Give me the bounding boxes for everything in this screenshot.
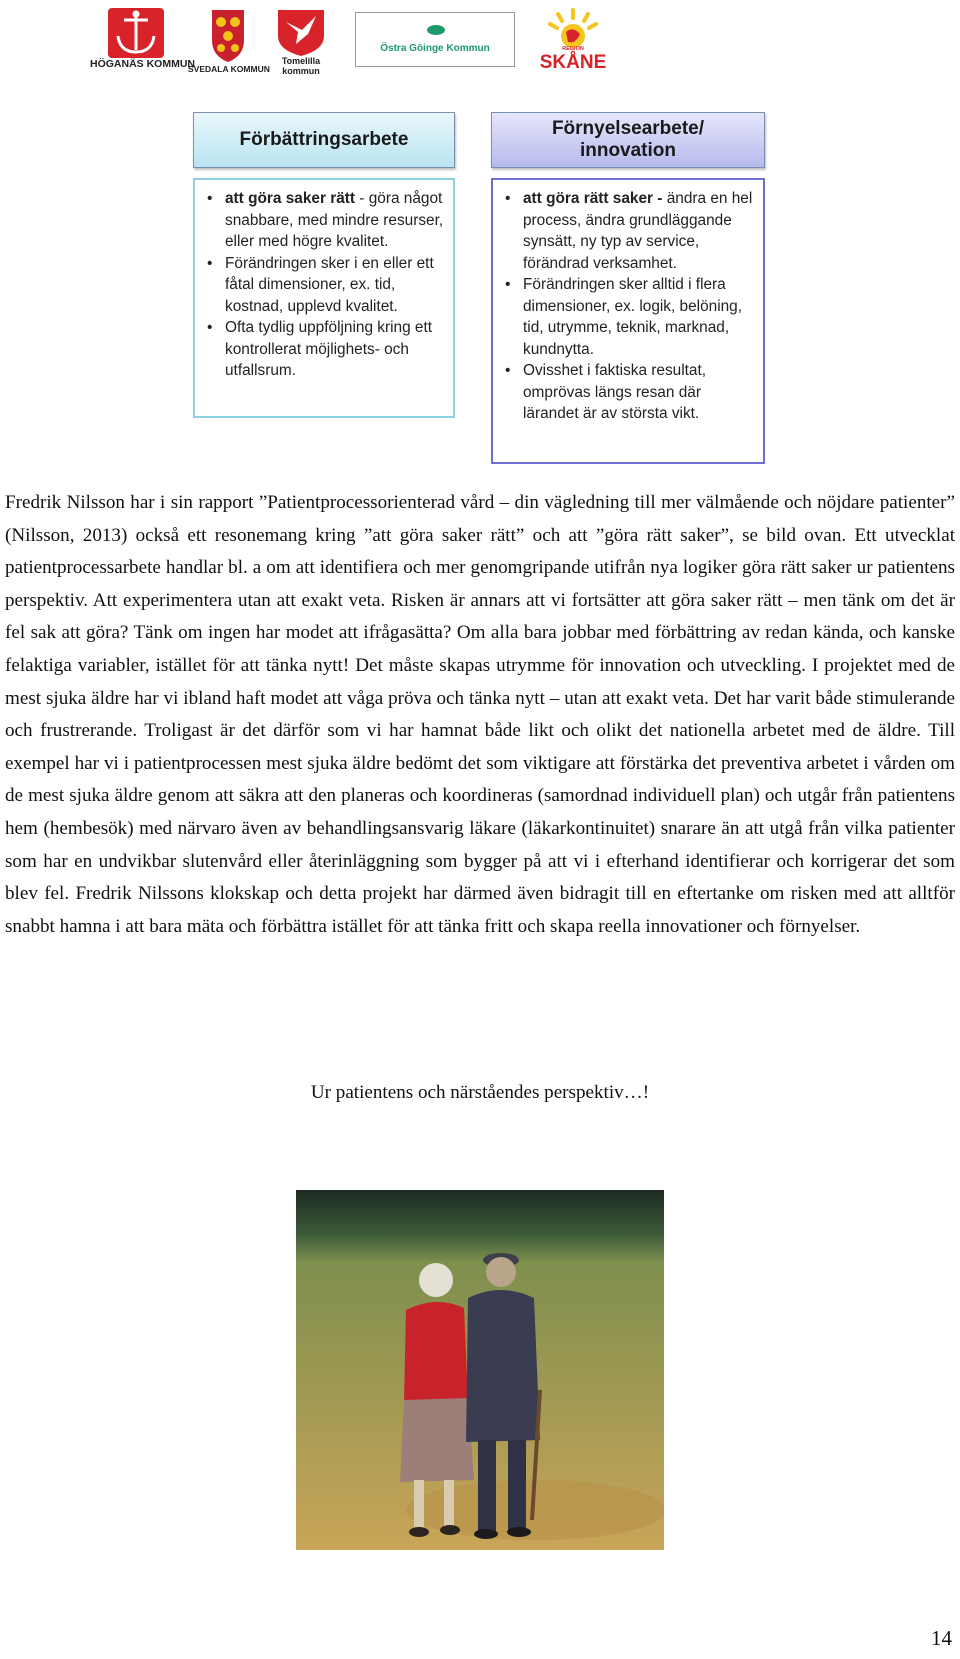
innovation-heading-line2: innovation [579, 140, 677, 161]
ostra-goinge-caption: Östra Göinge Kommun [380, 43, 490, 54]
improvement-heading-text: Förbättringsarbete [239, 129, 409, 150]
tomelilla-kommun-logo [272, 6, 330, 81]
innovation-bullet [523, 274, 755, 360]
tomelilla-caption: Tomelilla kommun [281, 56, 321, 76]
hoganas-caption: HÖGANÄS KOMMUN [90, 58, 195, 70]
logo-row [90, 6, 650, 81]
innovation-bullet [523, 360, 755, 425]
innovation-bullet [523, 188, 755, 274]
bird-shield-icon [272, 6, 330, 56]
bullet-text: Ofta tydlig uppföljning kring ett kontrollerat möjlighets- och utfallsrum. [225, 319, 433, 379]
page-number: 14 [931, 1626, 952, 1650]
improvement-bullet [225, 253, 445, 318]
svedala-caption: SVEDALA KOMMUN [188, 64, 270, 74]
improvement-heading [193, 112, 455, 168]
bullet-text: Ovisshet i faktiska resultat, omprövas längs resan där lärandet är av största vikt. [523, 362, 707, 422]
section-subheading: Ur patientens och närståendes perspektiv…! [310, 1082, 650, 1103]
sun-griffin-icon [538, 6, 608, 50]
skane-region-caption: REGION [562, 46, 584, 52]
comparison-figure [190, 106, 768, 464]
bullet-bold-text: att göra rätt saker - [523, 190, 663, 207]
hoganas-kommun-logo [90, 6, 195, 81]
ostra-goinge-kommun-logo [355, 12, 515, 67]
innovation-heading-line1: Förnyelsearbete/ [551, 118, 705, 139]
body-paragraph: Fredrik Nilsson har i sin rapport ”Patientprocessorienterad vård – din vägledning till mer välmående och nöjdare patienter” (Nilsson, 2013) också ett resonemang kring ”att göra saker rätt” och att ”göra rätt saker”, se bild ovan. Ett utvecklat patientprocessarbete handlar bl. a om att identifiera och mer genomgripande utifrån nya logiker göra rätt saker ur patientens perspektiv. Att experimentera utan att exakt veta. Risken är annars att vi fortsätter att göra saker rätt – men tänk om det är fel sak att göra? Tänk om ingen har modet att ifrågasätta? Om alla bara jobbar med förbättring av redan kända, och kanske felaktiga variabler, istället för att tänka nytt! Det måste skapas utrymme för innovation och utveckling. I projektet med de mest sjuka äldre har vi ibland haft modet att våga pröva och tänka nytt – utan att exakt veta. Det har varit både stimulerande och frustrerande. Troligast är det därför som vi har hamnat både likt och olikt det nationella arbetet med de äldre. Till exempel har vi i patientprocessen mest sjuka äldre bedömt det som viktigare att förstärka det preventiva arbetet i vården om de mest sjuka äldre genom att säkra att den planeras och koordineras (samordnad individuell plan) och utgår från patientens hem (hembesök) med närvaro även av behandlingsansvarig läkare (läkarkontinuitet) snarare än att utgå från vilka patienter som har en undvikbar slutenvård eller återinläggning som bygger på att vi i efterhand identifierar och korrigerar det som blev fel. Fredrik Nilssons klokskap och detta projekt har därmed även bidragit till en eftertanke om risken med att alltför snabbt hamna i att bara mäta och förbättra istället för att tänka fritt och skapa reella innovationer och förnyelser. [5, 492, 955, 937]
leaf-icon [426, 23, 446, 37]
bullet-text: - göra något snabbare, med mindre resurser, eller med högre kvalitet. [225, 190, 444, 250]
bullet-text: ändra en hel process, ändra grundläggande synsätt, ny typ av service, förändrad verksamhet. [523, 190, 753, 272]
improvement-box [193, 178, 455, 418]
region-skane-logo [538, 6, 608, 76]
shield-crest-icon [188, 6, 268, 64]
bullet-text: Förändringen sker i en eller ett fåtal dimensioner, ex. tid, kostnad, upplevd kvalitet. [225, 254, 434, 315]
bullet-bold-text: att göra saker rätt [225, 190, 356, 207]
innovation-heading [491, 112, 765, 168]
body-text [5, 487, 955, 943]
improvement-bullet [225, 317, 445, 382]
improvement-list [203, 188, 445, 382]
innovation-box [491, 178, 765, 464]
elderly-couple-illustration [296, 1190, 664, 1550]
bullet-text: Förändringen sker alltid i flera dimensioner, ex. logik, belöning, tid, utrymme, teknik, marknad, kundnytta. [523, 276, 743, 358]
improvement-bullet [225, 188, 445, 253]
skane-caption: SKÅNE [539, 52, 607, 73]
elderly-couple-photo [296, 1190, 664, 1550]
svedala-kommun-logo [188, 6, 268, 81]
innovation-list [501, 188, 755, 425]
anchor-emblem-icon [90, 6, 182, 62]
